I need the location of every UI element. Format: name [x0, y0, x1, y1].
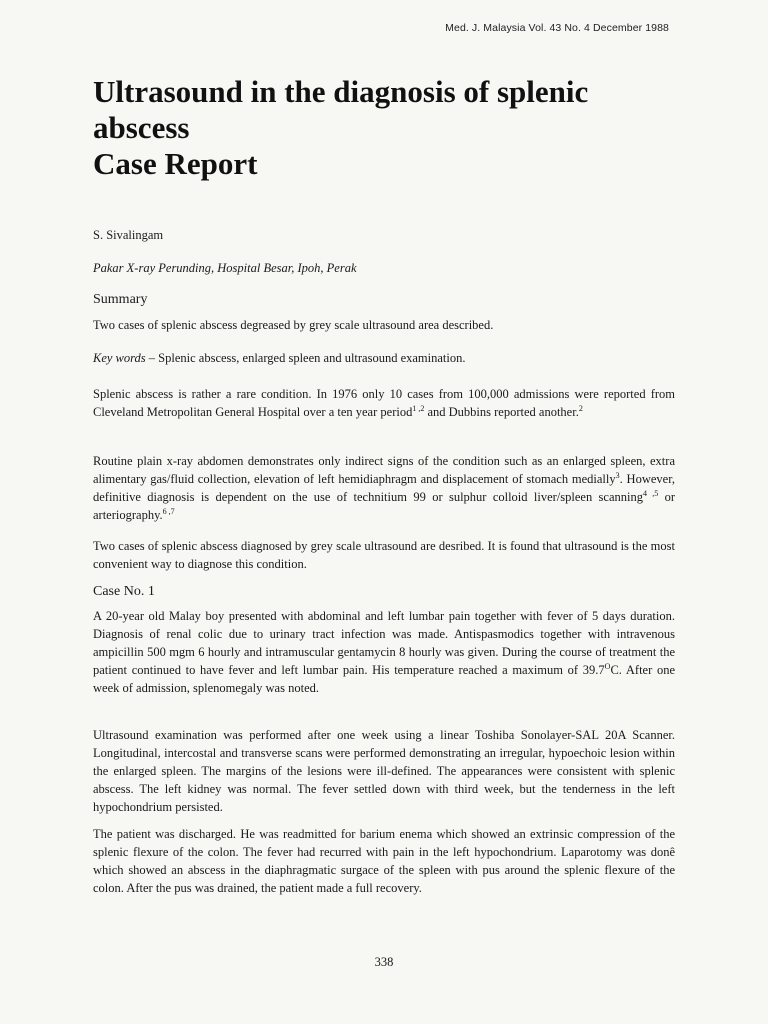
citation: 6 ,7 [162, 507, 175, 516]
body-paragraph-1 [93, 385, 675, 421]
body-paragraph-3: Two cases of splenic abscess diagnosed by grey scale ultrasound are desribed. It is found that ultrasound is the most convenient way to diagnose this condition. [93, 539, 675, 571]
keywords-text: – Splenic abscess, enlarged spleen and ultrasound examination. [145, 351, 466, 365]
case1-p1-text-a: A 20-year old Malay boy presented with abdominal and left lumbar pain together with fever of 5 days duration. Diagnosis of renal colic due to urinary tract infection was made. Antispasmodics together with intravenous ampicillin 500 mgm 6 hourly and intramuscular gentamycin 8 hourly was given. During the course of treatment the patient continued to have fever and left lumbar pain. His temperature reached a maximum of 39.7 [93, 609, 675, 677]
keywords-label: Key words [93, 351, 146, 365]
p2-text-b: . However, definitive diagnosis is dependent on the use of technitium 99 or sulphur colloid liver/spleen scanning [93, 472, 675, 504]
case-1-heading: Case No. 1 [93, 584, 155, 599]
case-1-paragraph-3: The patient was discharged. He was readmitted for barium enema which showed an extrinsic compression of the splenic flexure of the colon. The fever had recurred with pain in the left hypochondrium. Laparotomy was donê which showed an abscess in the diaphragmatic surgace of the spleen with pus around the splenic flexure of the colon. After the pus was drained, the patient made a full recovery. [93, 827, 675, 895]
p1-text-a: Splenic abscess is rather a rare condition. In 1976 only 10 cases from 100,000 admissions were reported from Cleveland Metropolitan General Hospital over a ten year period [93, 387, 675, 419]
title-line-1: Ultrasound in the diagnosis of splenic [93, 74, 589, 109]
affiliation: Pakar X-ray Perunding, Hospital Besar, Ipoh, Perak [93, 261, 357, 275]
author: S. Sivalingam [93, 228, 164, 242]
case1-p1-text-b: C. After one week of admission, splenomegaly was noted. [93, 663, 675, 695]
page-number: 338 [374, 955, 394, 969]
title-line-3: Case Report [93, 146, 258, 181]
p2-text-c: or arteriography. [93, 490, 676, 522]
citation: 4 ,5 [643, 489, 659, 498]
body-paragraph-2 [93, 452, 675, 524]
summary-text: Two cases of splenic abscess degreased by grey scale ultrasound area described. [93, 318, 494, 332]
summary-heading: Summary [93, 292, 148, 307]
title-line-2: abscess [93, 110, 190, 145]
citation: 2 [578, 404, 583, 413]
citation: 3 [615, 471, 620, 480]
keywords [93, 349, 675, 367]
case-1-paragraph-1 [93, 607, 675, 697]
case-1-paragraph-2: Ultrasound examination was performed after one week using a linear Toshiba Sonolayer-SAL 20A Scanner. Longitudinal, intercostal and transverse scans were performed demonstrating an irregular, hypoechoic lesion within the enlarged spleen. The margins of the lesions were ill-defined. The appearances were consistent with splenic abscess. The left kidney was normal. The fever settled down with third week, but the tenderness in the left hypochondrium persisted. [93, 728, 675, 814]
degree-sup: O [604, 662, 611, 671]
p1-text-b: and Dubbins reported another. [424, 405, 579, 419]
citation: 1 ,2 [412, 404, 425, 413]
running-head: Med. J. Malaysia Vol. 43 No. 4 December 1988 [445, 22, 669, 34]
article-title [93, 74, 693, 182]
p2-text-a: Routine plain x-ray abdomen demonstrates only indirect signs of the condition such as an enlarged spleen, extra alimentary gas/fluid collection, elevation of left hemidiaphragm and displacement of stomach medially [93, 454, 675, 486]
